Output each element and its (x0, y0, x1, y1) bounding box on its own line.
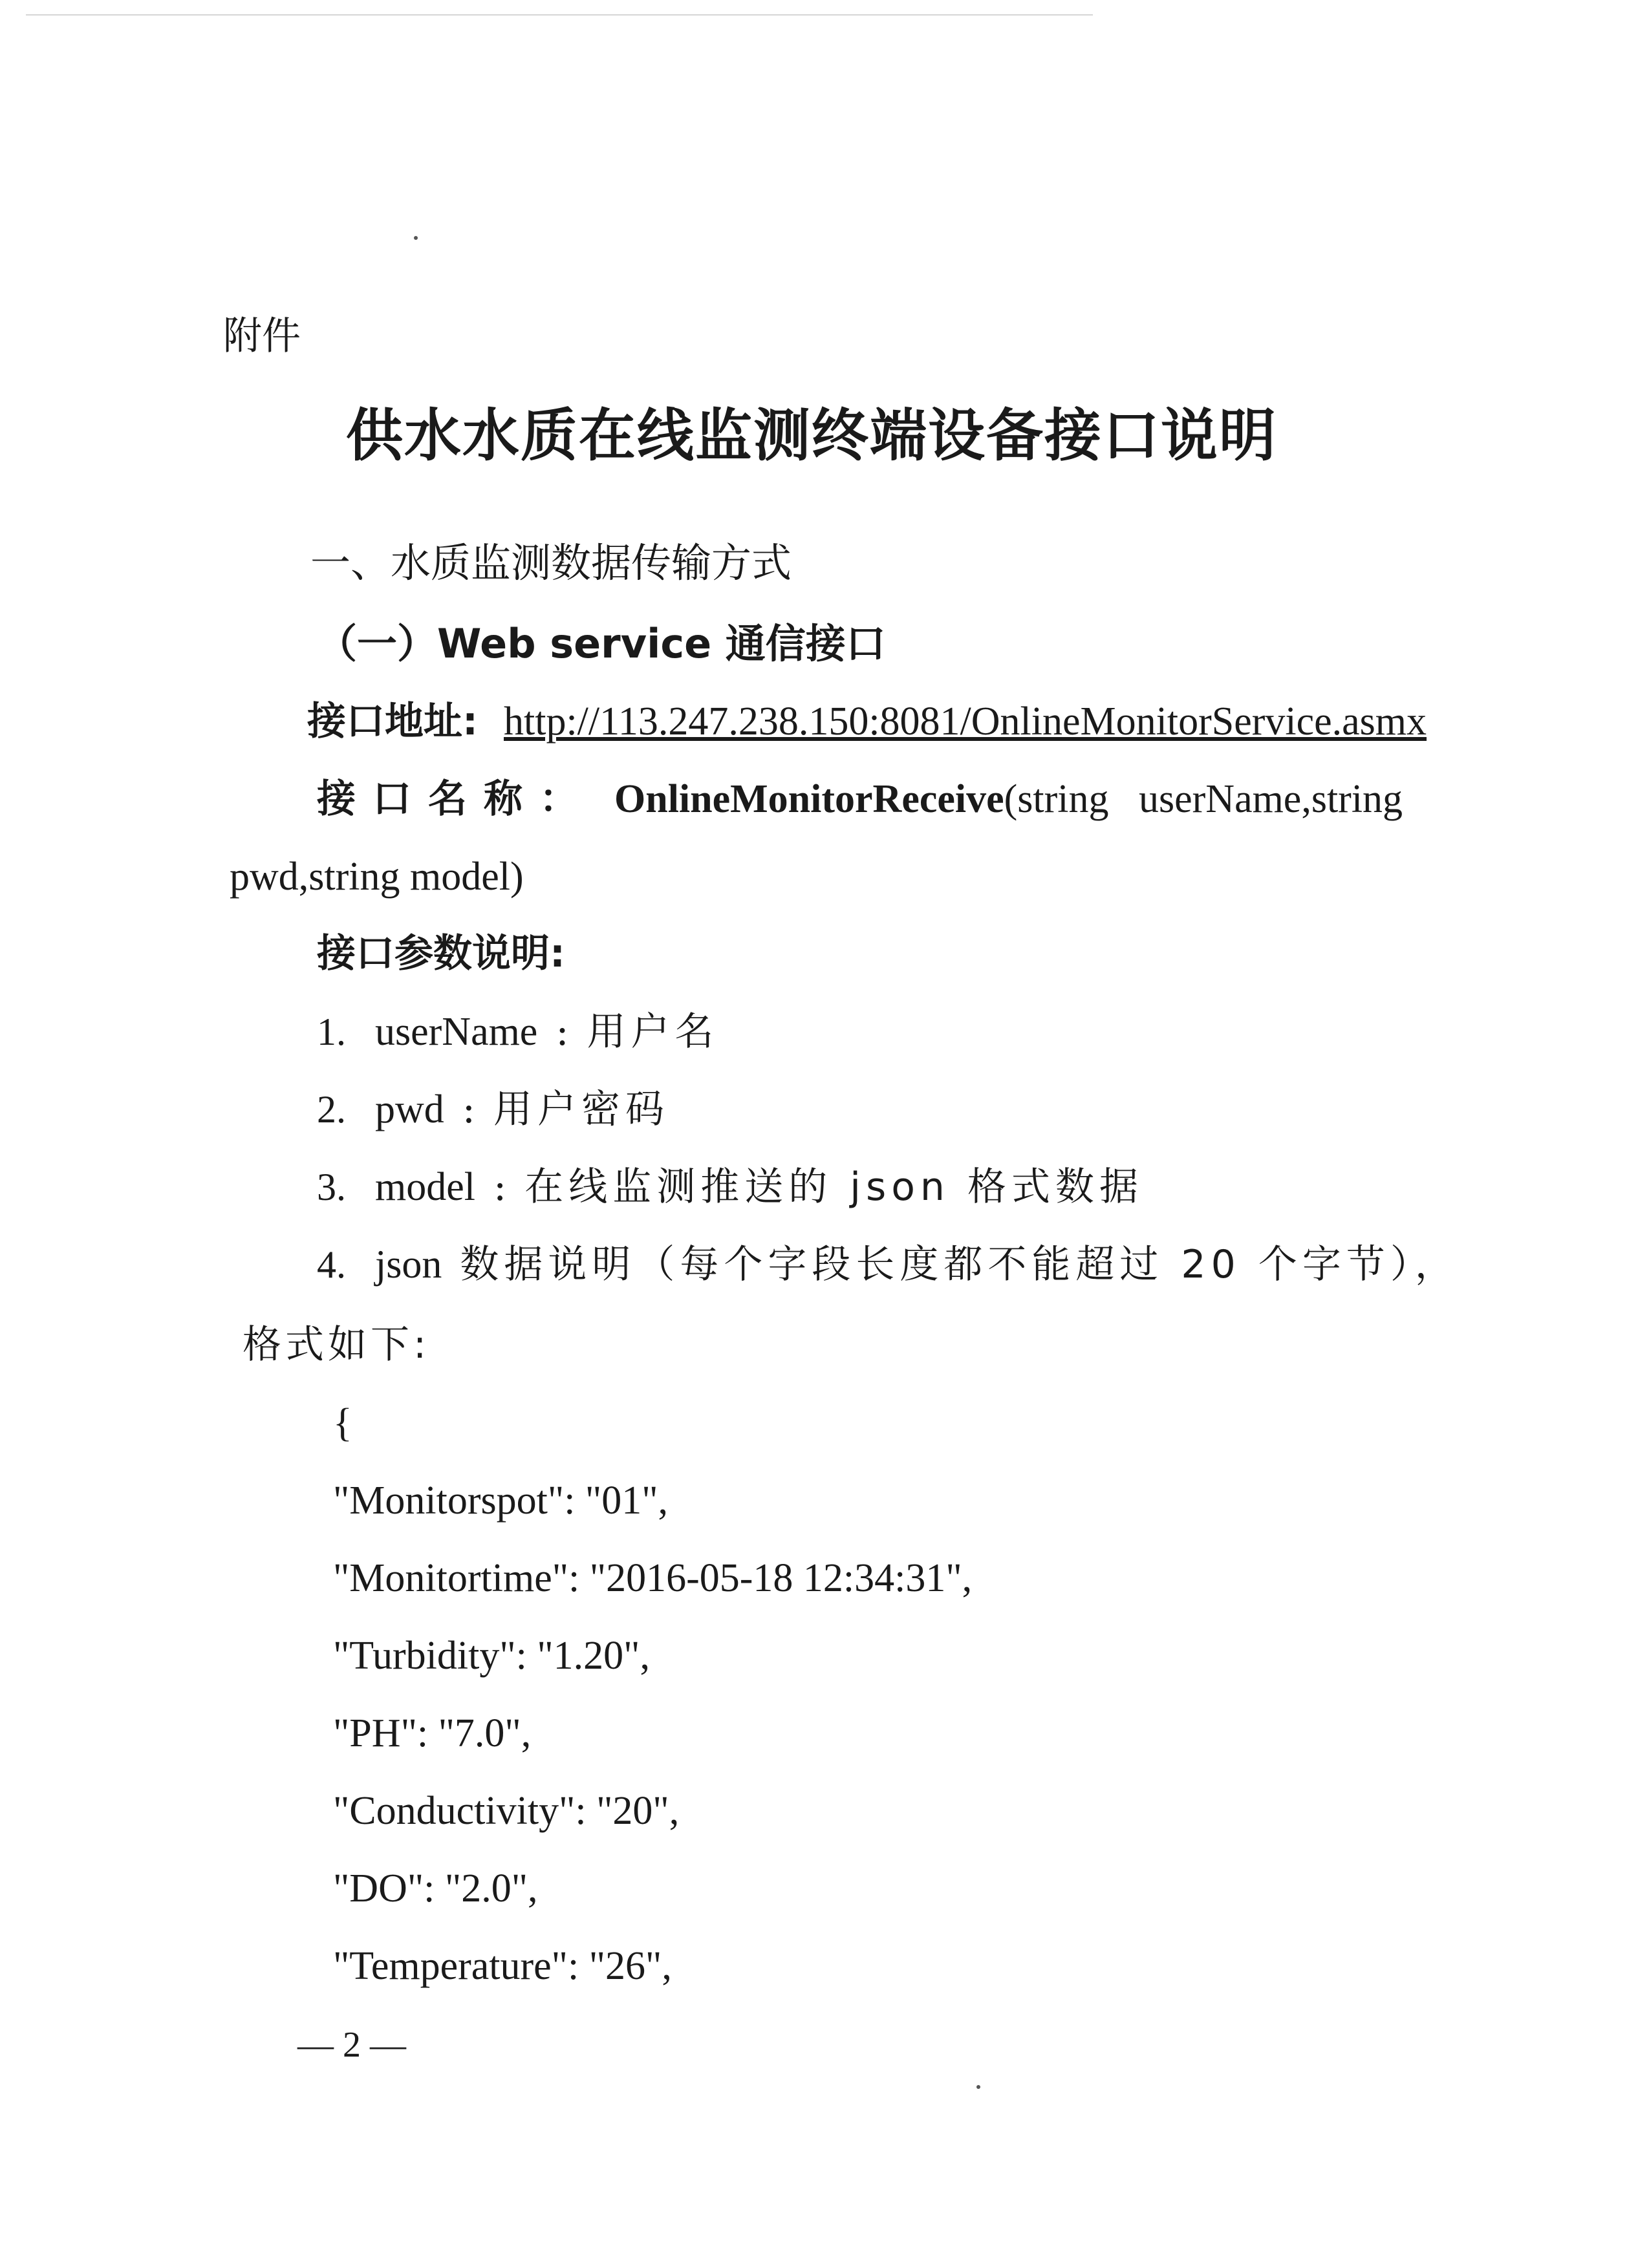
interface-args-line1: (string userName,string (1004, 777, 1403, 821)
param-number: 2. (317, 1088, 346, 1131)
interface-address-link[interactable]: http://113.247.238.150:8081/OnlineMonitorService.asmx (504, 700, 1427, 744)
interface-function-name: OnlineMonitorReceive (614, 777, 1004, 821)
json-field-line: "Monitortime": "2016-05-18 12:34:31", (333, 1556, 973, 1600)
param-item-pwd (317, 1087, 669, 1132)
param-separator: : (555, 1009, 569, 1054)
json-open-brace: { (333, 1401, 352, 1445)
param-number: 3. (317, 1166, 346, 1208)
json-field-line: "Monitorspot": "01", (333, 1479, 669, 1523)
page-title: 供水水质在线监测终端设备接口说明 (346, 402, 1278, 469)
subsection-heading: （一）Web service 通信接口 (317, 620, 886, 667)
param-description: 数据说明（每个字段长度都不能超过 20 个字节）， (460, 1242, 1459, 1287)
interface-args-line2: pwd,string model) (230, 855, 524, 899)
interface-name-row (317, 776, 1403, 822)
json-field-line: "Temperature": "26", (333, 1944, 672, 1988)
param-key: model (375, 1165, 475, 1209)
param-number: 1. (317, 1011, 346, 1053)
interface-name-signature (614, 777, 1403, 821)
interface-address-row (307, 701, 1427, 742)
param-description: 在线监测推送的 json 格式数据 (524, 1164, 1144, 1210)
scan-speck (976, 2085, 980, 2089)
param-key: userName (375, 1010, 538, 1054)
param-separator: : (493, 1164, 507, 1210)
param-description: 用户密码 (493, 1087, 669, 1132)
param-item-username (317, 1009, 719, 1054)
json-format-intro: 格式如下: (242, 1322, 431, 1367)
scan-edge-line (26, 14, 1093, 16)
param-item-model (317, 1164, 1144, 1210)
json-field-line: "DO": "2.0", (333, 1867, 538, 1910)
param-key: json (375, 1243, 442, 1287)
param-key: pwd (375, 1087, 444, 1131)
json-field-line: "Conductivity": "20", (333, 1789, 680, 1833)
attachment-label: 附件 (223, 314, 301, 359)
section-heading: 一、水质监测数据传输方式 (310, 539, 792, 586)
page-number: — 2 — (297, 2025, 406, 2065)
param-number: 4. (317, 1243, 346, 1286)
scan-speck (414, 236, 418, 240)
param-item-json (317, 1242, 1459, 1287)
interface-name-label: 接口名称： (317, 776, 595, 822)
json-field-line: "Turbidity": "1.20", (333, 1634, 650, 1678)
json-field-line: "PH": "7.0", (333, 1711, 532, 1755)
param-description: 用户名 (587, 1009, 719, 1054)
params-heading: 接口参数说明: (317, 931, 565, 976)
param-separator: : (462, 1087, 475, 1132)
interface-address-label: 接口地址: (307, 699, 478, 744)
